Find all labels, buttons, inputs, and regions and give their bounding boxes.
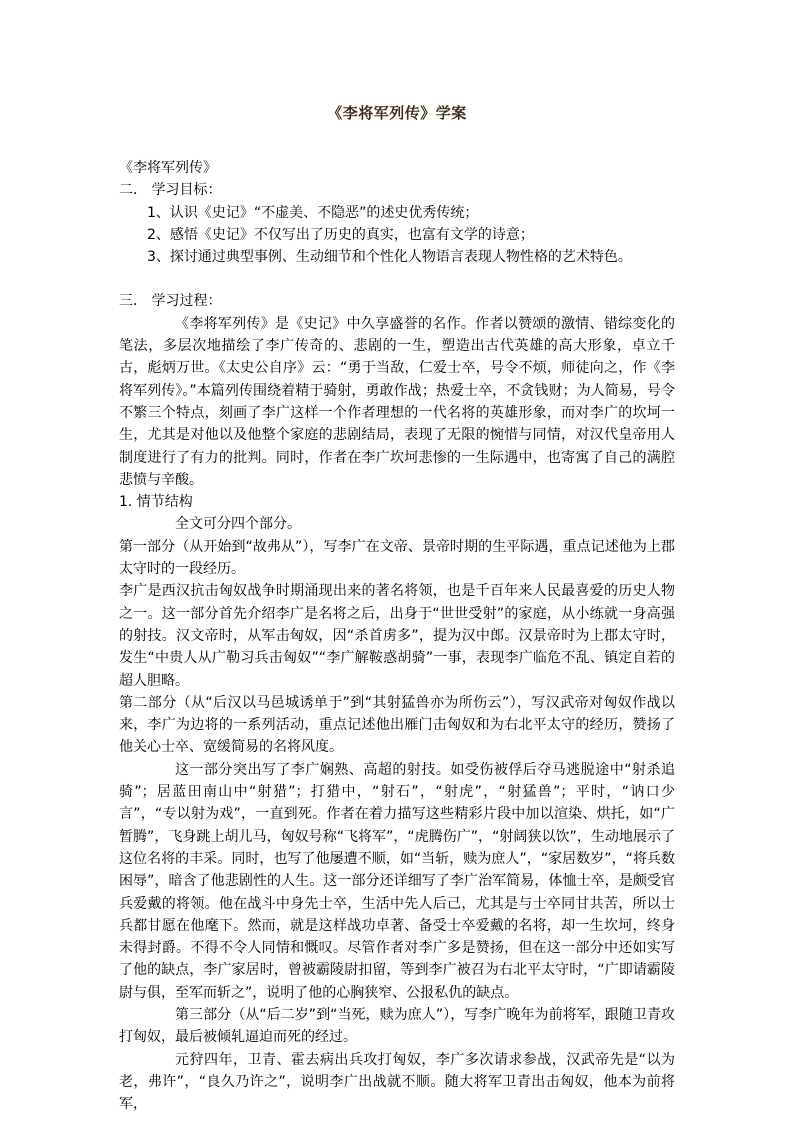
part3-detail-paragraph: 元狩四年，卫青、霍去病出兵攻打匈奴，李广多次请求参战，汉武帝先是“以为老，弗许”，“良久乃许之”，说明李广出战就不顺。随大将军卫青出击匈奴，他本为前将军， xyxy=(119,1051,675,1113)
subtitle: 《李将军列传》 xyxy=(119,160,217,176)
document-body xyxy=(119,157,675,1115)
intro-paragraph: 《李将军列传》是《史记》中久享盛誉的名作。作者以赞颂的激情、错综变化的笔法，多层次地描绘了李广传奇的、悲剧的一生，塑造出古代英雄的高大形象，卓立千古，彪炳万世。《太史公自序》云：“勇于当敌，仁爱士卒，号令不烦，师徒向之，作《李将军列传》。”本篇列传围绕着精于骑射，勇敢作战；热爱士卒，不贪钱财；为人简易，号令不繁三个特点，刻画了李广这样一个作者理想的一代名将的英雄形象，而对李广的坎坷一生，尤其是对他以及他整个家庭的悲剧结局，表现了无限的惋惜与同情，对汉代皇帝用人制度进行了有力的批判。同时，作者在李广坎坷悲惨的一生际遇中，也寄寓了自己的满腔悲愤与辛酸。 xyxy=(119,315,675,488)
overview-paragraph: 全文可分四个部分。 xyxy=(175,516,301,533)
objective-item: 1、认识《史记》“不虚美、不隐恶”的述史优秀传统； xyxy=(147,204,479,221)
objective-item: 2、感悟《史记》不仅写出了历史的真实，也富有文学的诗意； xyxy=(147,226,534,243)
section-heading-objectives: 二． 学习目标： xyxy=(119,182,222,199)
part3-paragraph: 第三部分（从“后二岁”到“当死，赎为庶人”），写李广晚年为前将军，跟随卫青攻打匈奴，最后被倾轧逼迫而死的经过。 xyxy=(119,1006,675,1046)
section-heading-process: 三． 学习过程： xyxy=(119,293,222,310)
part1-detail-paragraph: 李广是西汉抗击匈奴战争时期涌现出来的著名将领，也是千百年来人民最喜爱的历史人物之一。这一部分首先介绍李广是名将之后，出身于“世世受射”的家庭，从小练就一身高强的射技。汉文帝时，从军击匈奴，因“杀首虏多”，提为汉中郎。汉景帝时为上郡太守时，发生“中贵人从广勒习兵击匈奴”“李广解鞍惑胡骑”一事，表现李广临危不乱、镇定自若的超人胆略。 xyxy=(119,583,675,689)
objective-item: 3、探讨通过典型事例、生动细节和个性化人物语言表现人物性格的艺术特色。 xyxy=(147,249,632,266)
page-title: 《李将军列传》学案 xyxy=(327,104,467,122)
subsection-heading-plot: 1. 情节结构 xyxy=(119,494,193,511)
part1-paragraph: 第一部分（从开始到“故弗从”），写李广在文帝、景帝时期的生平际遇，重点记述他为上郡太守时的一段经历。 xyxy=(119,538,675,578)
spacer xyxy=(119,268,675,290)
part2-paragraph: 第二部分（从“后汉以马邑城诱单于”到“其射猛兽亦为所伤云”），写汉武帝对匈奴作战以来，李广为边将的一系列活动，重点记述他出雁门击匈奴和为右北平太守的经历，赞扬了他关心士卒、宽缓简易的名将风度。 xyxy=(119,694,675,756)
part2-detail-paragraph: 这一部分突出写了李广娴熟、高超的射技。如受伤被俘后夺马逃脱途中“射杀追骑”；居蓝田南山中“射猎”；打猎中，“射石”，“射虎”，“射猛兽”；平时，“讷口少言”，“专以射为戏”，一直到死。作者在着力描写这些精彩片段中加以渲染、烘托，如“广暂腾”，飞身跳上胡儿马，匈奴号称“飞将军”，“虎腾伤广”，“射阔狭以饮”，生动地展示了这位名将的丰采。同时，也写了他屡遭不顺，如“当斩，赎为庶人”，“家居数岁”，“将兵数困辱”，暗含了他悲剧性的人生。这一部分还详细写了李广治军简易，体恤士卒，是颇受官兵爱戴的将领。他在战斗中身先士卒，生活中先人后己，尤其是与士卒同甘共苦，所以士兵都甘愿在他麾下。然而，就是这样战功卓著、备受士卒爱戴的名将，却一生坎坷，终身未得封爵。不得不令人同情和慨叹。尽管作者对李广多是赞扬，但在这一部分中还如实写了他的缺点，李广家居时，曾被霸陵尉扣留，等到李广被召为右北平太守时，“广即请霸陵尉与俱，至军而斩之”，说明了他的心胸狭窄、公报私仇的缺点。 xyxy=(119,761,675,1001)
